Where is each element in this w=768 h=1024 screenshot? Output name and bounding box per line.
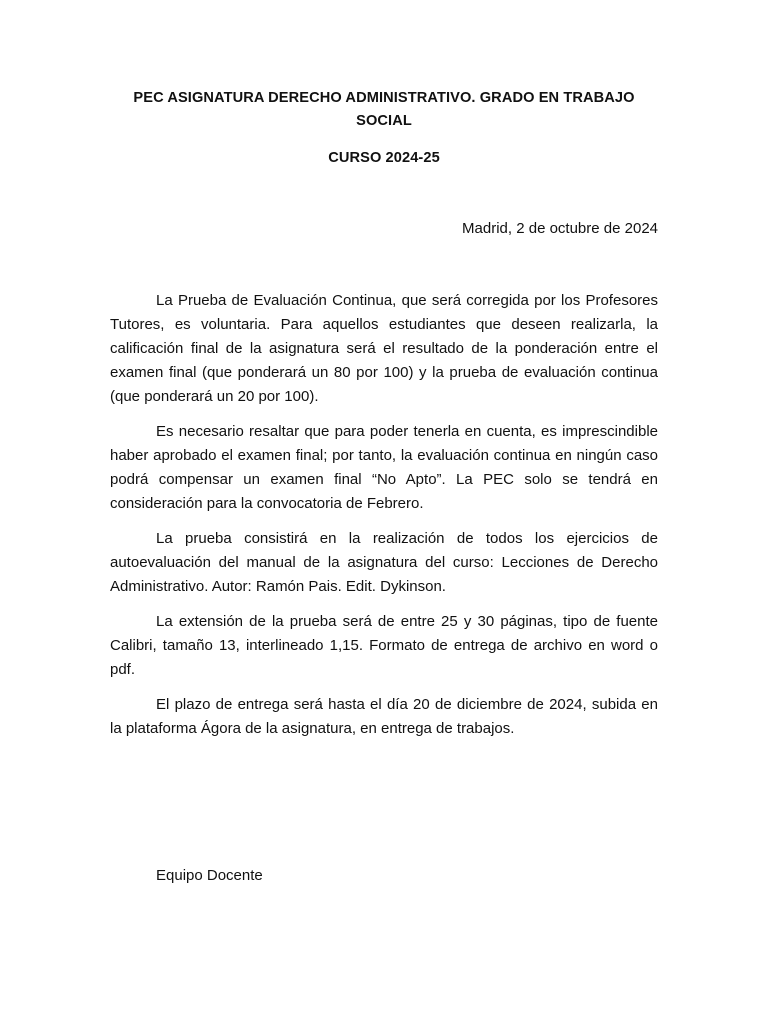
document-title-line-1: PEC ASIGNATURA DERECHO ADMINISTRATIVO. GRADO EN TRABAJO [133, 90, 635, 106]
paragraph-content: La prueba consistirá en la realización de todos los ejercicios de autoevaluación del manual de la asignatura del curso: Lecciones de Derecho Administrativo. Autor: Ramón Pais. Edit. Dykinson. [110, 530, 663, 595]
paragraph-deadline: El plazo de entrega será hasta el día 20 de diciembre de 2024, subida en la plataforma Ágora de la asignatura, en entrega de trabajos. [110, 696, 663, 737]
signature: Equipo Docente [156, 867, 263, 884]
paragraph-evaluation: La Prueba de Evaluación Continua, que será corregida por los Profesores Tutores, es voluntaria. Para aquellos estudiantes que deseen realizarla, la calificación final de la asignatura será el resultado de la ponderación entre el examen final (que ponderará un 80 por 100) y la prueba de evaluación continua (que ponderará un 20 por 100). [110, 292, 663, 405]
course-year: CURSO 2024-25 [328, 150, 440, 166]
paragraph-format: La extensión de la prueba será de entre 25 y 30 páginas, tipo de fuente Calibri, tamaño 13, interlineado 1,15. Formato de entrega de archivo en word o pdf. [110, 613, 663, 678]
document-title-line-2: SOCIAL [356, 113, 412, 129]
paragraph-requirement: Es necesario resaltar que para poder tenerla en cuenta, es imprescindible haber aprobado el examen final; por tanto, la evaluación continua en ningún caso podrá compensar un examen final “No Apto”. La PEC solo se tendrá en consideración para la convocatoria de Febrero. [110, 423, 663, 512]
place-date: Madrid, 2 de octubre de 2024 [462, 220, 658, 237]
document-body [110, 289, 663, 752]
